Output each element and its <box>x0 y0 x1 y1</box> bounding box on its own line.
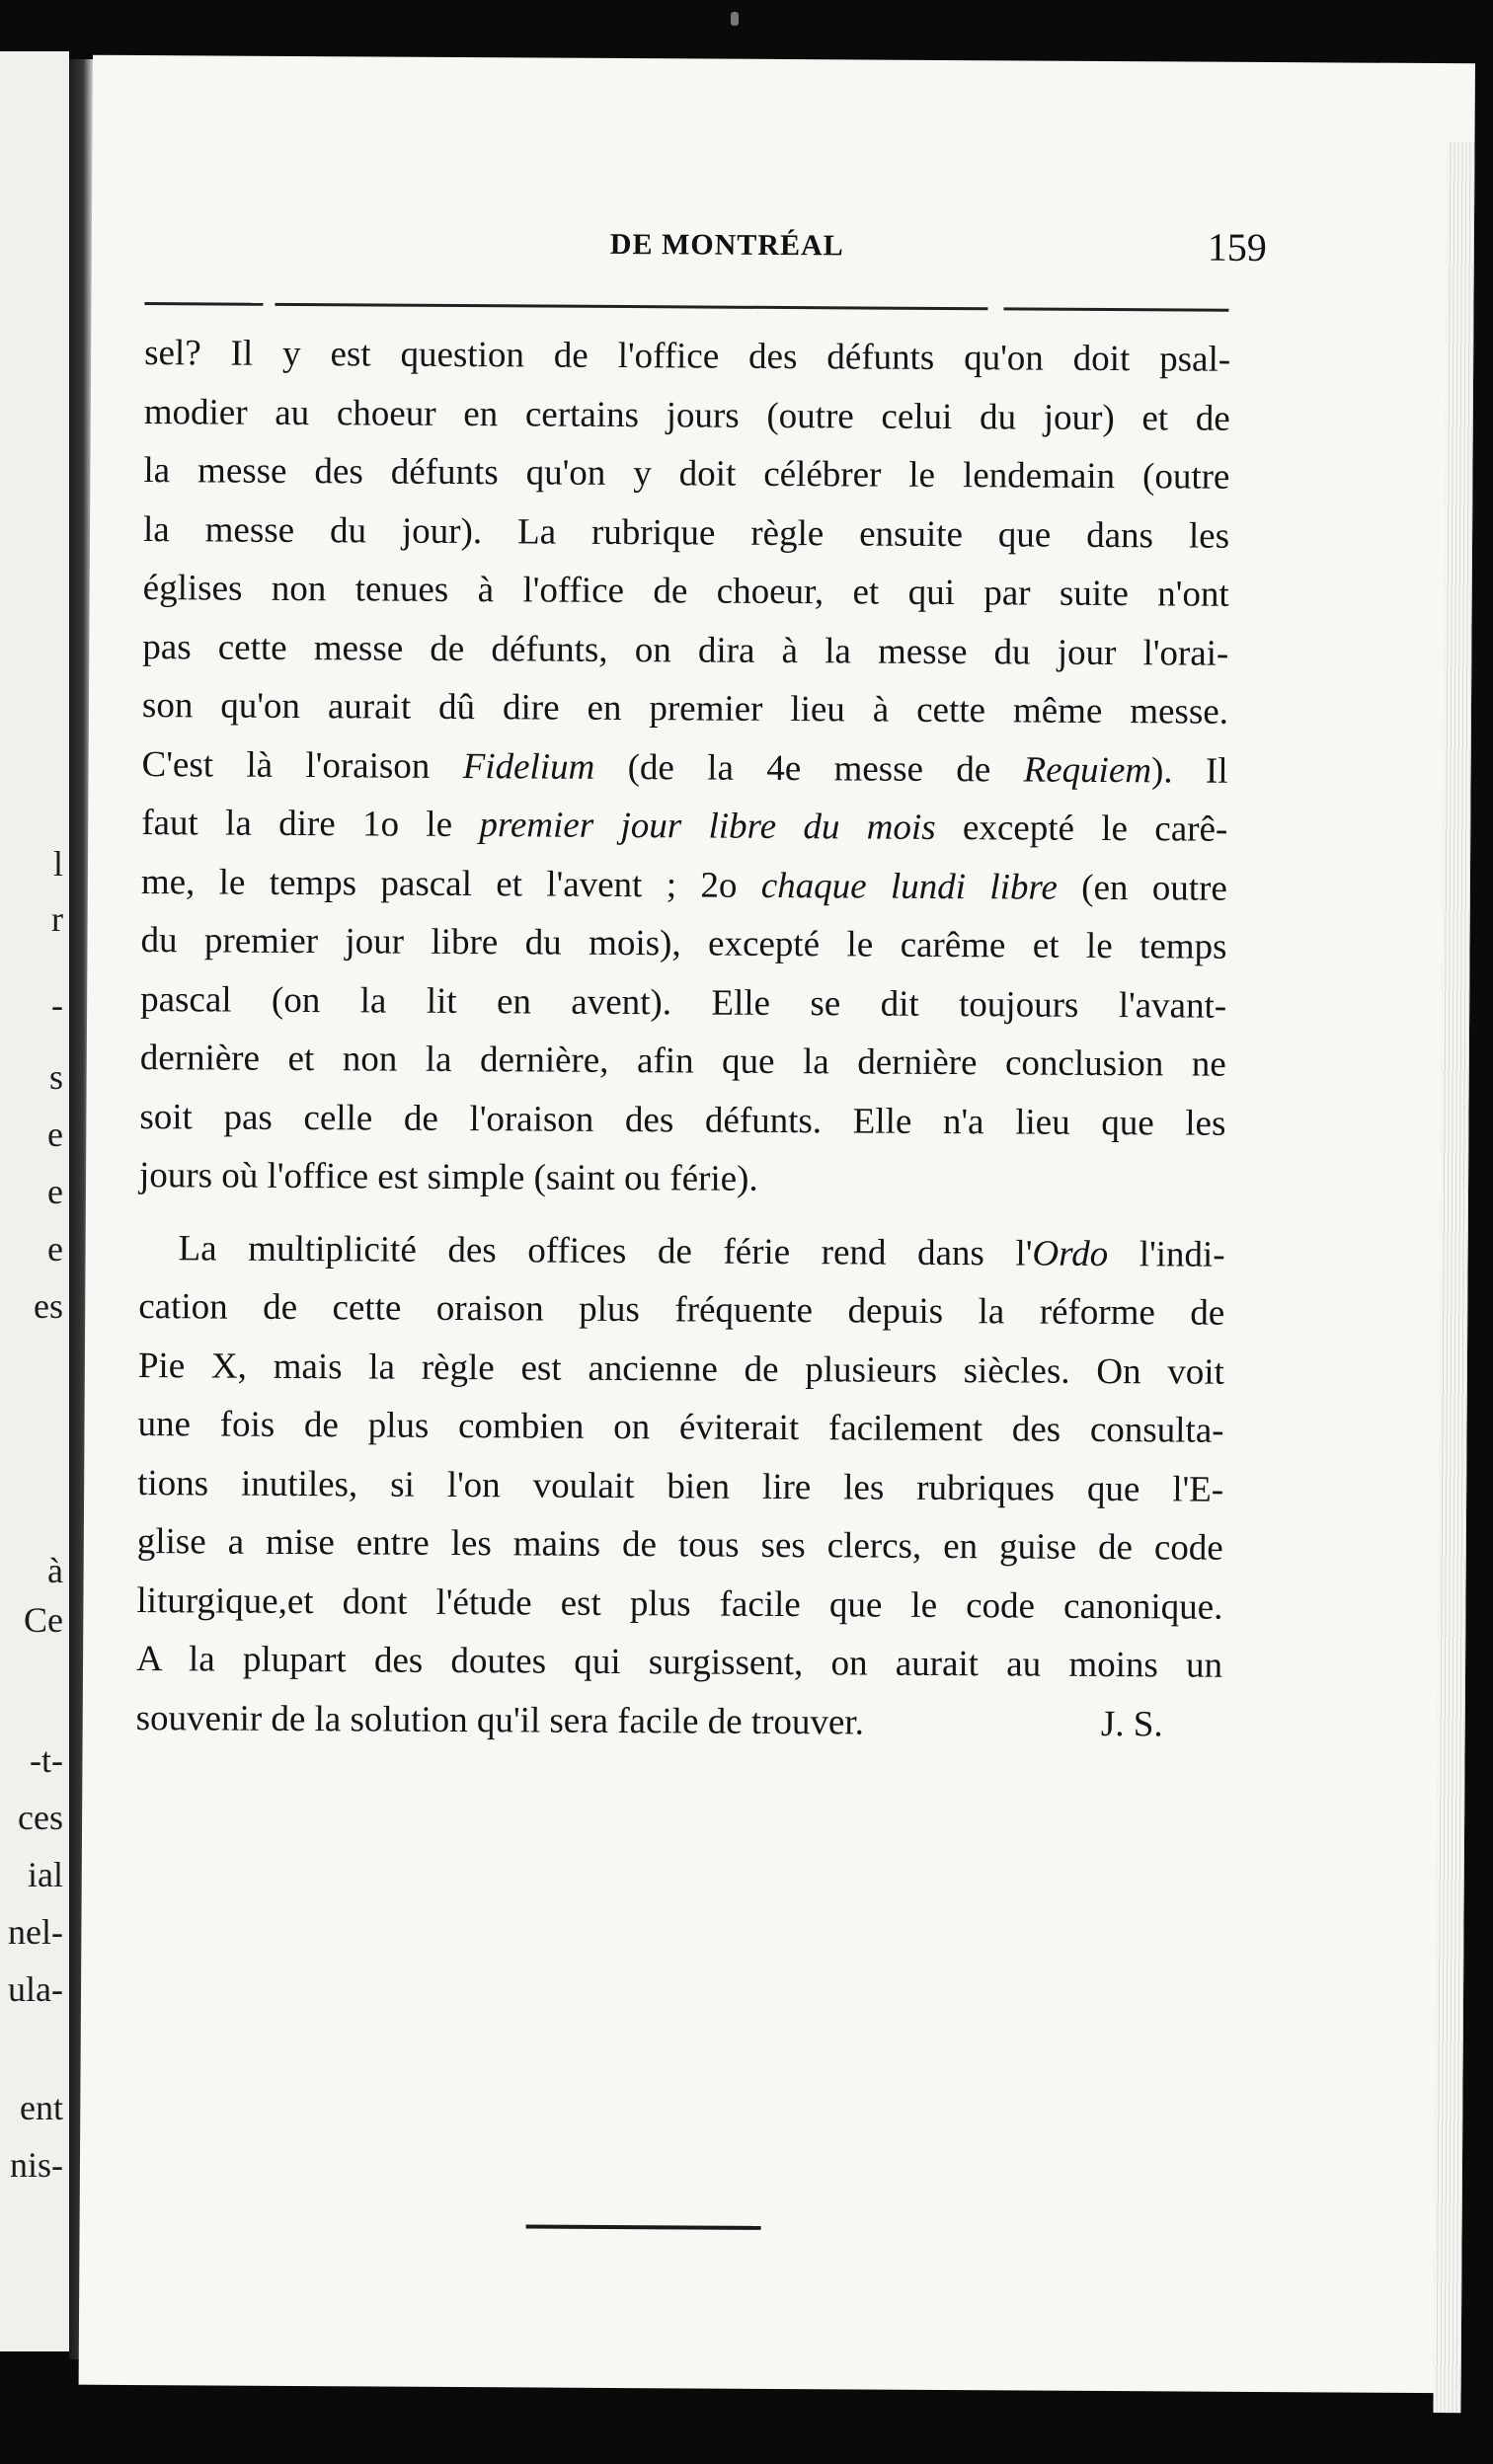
page-edge-stack <box>1433 142 1474 2413</box>
margin-fragment: nis- <box>10 2145 63 2185</box>
margin-fragment: l <box>52 844 63 884</box>
paragraph-1 <box>139 324 1230 1211</box>
body-text <box>136 324 1231 1754</box>
text-segment: du premier jour libre du mois), excepté le carême et le temps <box>140 920 1227 967</box>
book-page <box>79 55 1475 2394</box>
text-segment: églises non tenues à l'office de choeur, et qui par suite n'ont <box>142 568 1229 615</box>
text-segment: liturgique,et dont l'étude est plus facile que le code canonique. <box>136 1579 1223 1628</box>
text-segment: la messe des défunts qu'on y doit célébrer le lendemain (outre <box>143 450 1230 498</box>
text-segment: cation de cette oraison plus fréquente depuis la réforme de <box>138 1286 1225 1334</box>
margin-fragment: ent <box>20 2088 63 2127</box>
text-segment: modier au choeur en certains jours (outre celui du jour) et de <box>143 391 1230 439</box>
text-line <box>138 1337 1224 1402</box>
running-head <box>131 225 1316 291</box>
text-segment: glise a mise entre les mains de tous ses clercs, en guise de code <box>136 1521 1223 1569</box>
page-number: 159 <box>1207 224 1267 270</box>
margin-fragment: -t- <box>30 1740 63 1780</box>
margin-fragment: es <box>34 1286 63 1326</box>
text-line <box>136 1630 1222 1695</box>
italic-segment: Requiem <box>1023 748 1152 791</box>
text-segment: une fois de plus combien on éviterait facilement des consulta- <box>137 1404 1224 1451</box>
text-line <box>142 618 1228 683</box>
text-line <box>136 1689 1222 1754</box>
text-segment: son qu'on aurait dû dire en premier lieu à cette même messe. <box>141 685 1229 732</box>
text-line <box>144 324 1230 389</box>
margin-fragment: ces <box>18 1798 63 1837</box>
text-line <box>138 1219 1224 1284</box>
text-segment: A la plupart des doutes qui surgissent, on aurait au moins un <box>135 1639 1223 1686</box>
text-line <box>144 383 1230 448</box>
text-segment: souvenir de la solution qu'il sera facile de trouver. <box>135 1697 865 1743</box>
margin-fragment: e <box>47 1172 63 1211</box>
text-line <box>143 559 1229 624</box>
text-segment: l'indi- <box>1108 1233 1225 1275</box>
italic-segment: chaque lundi libre <box>760 865 1059 908</box>
text-segment: excepté le carê- <box>935 807 1228 850</box>
text-segment: me, le temps pascal et l'avent ; 2o <box>140 861 761 906</box>
margin-fragment: e <box>47 1229 63 1269</box>
header-rule <box>144 302 263 306</box>
text-segment: C'est là l'oraison <box>141 743 463 787</box>
text-line <box>142 676 1228 741</box>
text-line <box>140 970 1226 1036</box>
text-segment: jours où l'office est simple (saint ou férie). <box>138 1155 758 1199</box>
text-segment: pascal (on la lit en avent). Elle se dit toujours l'avant- <box>140 978 1227 1027</box>
text-segment: dernière et non la dernière, afin que la dernière conclusion ne <box>139 1038 1226 1085</box>
text-segment: (en outre <box>1057 867 1227 909</box>
running-head-title: DE MONTRÉAL <box>609 227 844 263</box>
text-segment: ). Il <box>1150 749 1228 792</box>
adjacent-page-sliver <box>0 51 69 2351</box>
text-line <box>141 794 1227 859</box>
italic-segment: premier jour libre du mois <box>479 805 936 848</box>
scan-speck <box>731 12 739 26</box>
header-rule <box>275 303 987 310</box>
text-line <box>139 1146 1225 1211</box>
text-segment: Pie X, mais la règle est ancienne de plusieurs siècles. On voit <box>137 1345 1225 1393</box>
margin-fragment: r <box>51 899 63 939</box>
text-segment: sel? Il y est question de l'office des défunts qu'on doit psal- <box>144 333 1231 380</box>
text-line <box>137 1395 1223 1460</box>
end-rule <box>526 2224 761 2229</box>
text-line <box>143 500 1229 566</box>
margin-fragment: ula- <box>8 1969 63 2009</box>
margin-fragment: s <box>48 1057 63 1097</box>
text-segment: la messe du jour). La rubrique règle ensuite que dans les <box>142 508 1230 557</box>
text-line <box>137 1512 1223 1578</box>
text-segment: (de la 4e messe de <box>594 746 1024 790</box>
paragraph-2 <box>136 1219 1225 1754</box>
text-line <box>137 1454 1223 1519</box>
text-line <box>136 1572 1222 1637</box>
text-line <box>141 853 1227 918</box>
margin-fragment: e <box>47 1115 63 1154</box>
text-line <box>140 911 1226 976</box>
text-segment: faut la dire 1o le <box>141 803 480 846</box>
text-line <box>138 1277 1224 1343</box>
text-line <box>139 1088 1225 1153</box>
margin-fragment: ial <box>28 1855 63 1894</box>
margin-fragment: Ce <box>24 1600 63 1640</box>
text-line <box>143 441 1229 506</box>
text-segment: tions inutiles, si l'on voulait bien lire les rubriques que l'E- <box>137 1462 1224 1510</box>
margin-fragment: à <box>47 1551 63 1590</box>
italic-segment: Fidelium <box>462 745 595 788</box>
signature: J. S. <box>1100 1703 1163 1744</box>
text-segment: La multiplicité des offices de férie rend dans l' <box>178 1227 1033 1274</box>
margin-fragment: - <box>51 985 63 1025</box>
italic-segment: Ordo <box>1032 1233 1109 1274</box>
text-line <box>140 1029 1226 1094</box>
text-segment: soit pas celle de l'oraison des défunts. Elle n'a lieu que les <box>139 1096 1226 1144</box>
text-line <box>141 735 1227 801</box>
margin-fragment: nel- <box>8 1912 63 1952</box>
text-segment: pas cette messe de défunts, on dira à la messe du jour l'orai- <box>142 626 1229 674</box>
header-rule <box>1003 307 1228 311</box>
